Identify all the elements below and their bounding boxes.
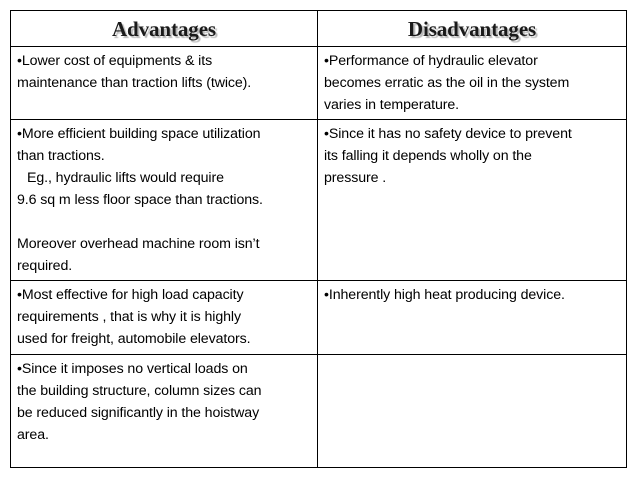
- disadvantage-cell: [318, 120, 627, 281]
- empty-disadvantage-cell: [318, 355, 627, 468]
- disadvantage-cell: [318, 281, 627, 355]
- cell-text-line: •Lower cost of equipments & its: [17, 53, 213, 69]
- cell-text-line: required.: [17, 258, 73, 274]
- advantage-cell: [11, 120, 318, 281]
- cell-text-line: •More efficient building space utilization: [17, 126, 261, 142]
- cell-text-line: •Inherently high heat producing device.: [324, 287, 565, 303]
- disadvantages-header: Disadvantages: [318, 11, 627, 47]
- cell-text-line: be reduced significantly in the hoistway: [17, 405, 260, 421]
- cell-text-line: maintenance than traction lifts (twice).: [17, 75, 252, 91]
- cell-text-line: 9.6 sq m less floor space than tractions.: [17, 192, 263, 208]
- advantage-cell: [11, 355, 318, 468]
- header-row: [11, 11, 627, 47]
- cell-text-line: used for freight, automobile elevators.: [17, 331, 251, 347]
- table-row: [11, 47, 627, 120]
- cell-text-line: becomes erratic as the oil in the system: [324, 75, 570, 91]
- table-row: [11, 355, 627, 468]
- cell-text-line: requirements , that is why it is highly: [17, 309, 241, 325]
- paragraph-gap: [17, 211, 311, 233]
- advantage-cell: [11, 281, 318, 355]
- cell-text-line: its falling it depends wholly on the: [324, 148, 532, 164]
- advantages-disadvantages-table: [10, 10, 627, 468]
- cell-text-line: area.: [17, 427, 49, 443]
- cell-text-line: •Since it imposes no vertical loads on: [17, 361, 248, 377]
- cell-text-line: varies in temperature.: [324, 97, 460, 113]
- disadvantage-cell: [318, 47, 627, 120]
- cell-text-line: Eg., hydraulic lifts would require: [27, 170, 224, 186]
- cell-text-line: •Since it has no safety device to prevent: [324, 126, 572, 142]
- table-row: [11, 120, 627, 281]
- cell-text-line: the building structure, column sizes can: [17, 383, 262, 399]
- table-row: [11, 281, 627, 355]
- advantage-cell: [11, 47, 318, 120]
- advantages-header: Advantages: [11, 11, 318, 47]
- cell-text-line: •Most effective for high load capacity: [17, 287, 244, 303]
- cell-text-line: than tractions.: [17, 148, 105, 164]
- cell-text-line: •Performance of hydraulic elevator: [324, 53, 538, 69]
- cell-text-line: Moreover overhead machine room isn’t: [17, 236, 260, 252]
- cell-text-line: pressure .: [324, 170, 387, 186]
